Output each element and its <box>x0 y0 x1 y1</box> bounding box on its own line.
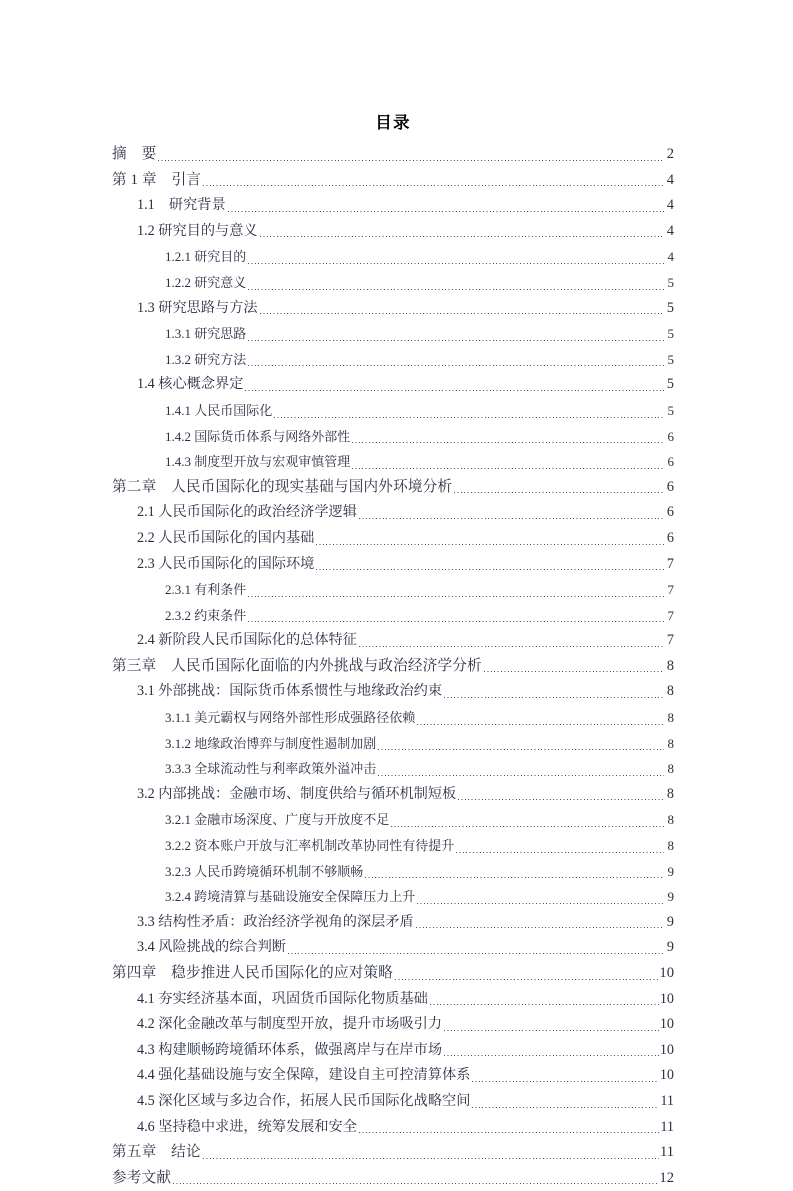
toc-entry-page-number: 6 <box>667 454 674 470</box>
toc-entry-label: 3.2.3 人民币跨境循环机制不够顺畅 <box>165 863 364 879</box>
toc-entry[interactable] <box>137 628 674 654</box>
toc-leader-dots <box>260 219 664 245</box>
toc-entry[interactable] <box>165 705 674 731</box>
toc-leader-dots <box>248 270 664 296</box>
toc-entry-page-number: 5 <box>666 299 674 316</box>
table-of-contents <box>112 112 674 1191</box>
toc-leader-dots <box>430 987 659 1013</box>
toc-entry-page-number: 6 <box>666 529 674 546</box>
toc-entry[interactable] <box>137 1012 674 1038</box>
toc-leader-dots <box>352 424 664 450</box>
toc-entry[interactable] <box>137 935 674 961</box>
toc-entry[interactable] <box>112 1166 674 1191</box>
toc-entry-label: 1.2 研究目的与意义 <box>137 222 258 239</box>
toc-entry-page-number: 9 <box>667 863 674 879</box>
toc-entry-page-number: 9 <box>666 913 674 930</box>
toc-entry[interactable] <box>137 500 674 526</box>
toc-leader-dots <box>359 500 664 526</box>
toc-leader-dots <box>248 603 664 629</box>
toc-entry[interactable] <box>112 1140 674 1166</box>
toc-entry[interactable] <box>112 654 674 680</box>
toc-entry[interactable] <box>137 296 674 322</box>
toc-entry-page-number: 4 <box>666 222 674 239</box>
toc-entry-page-number: 5 <box>667 402 674 418</box>
toc-entry-page-number: 4 <box>666 197 674 214</box>
toc-leader-dots <box>458 782 664 808</box>
toc-entry[interactable] <box>137 1089 674 1115</box>
toc-entry-label: 摘 要 <box>112 146 157 162</box>
toc-entry[interactable] <box>137 679 674 705</box>
toc-entry-page-number: 10 <box>659 990 674 1007</box>
toc-entry[interactable] <box>165 449 674 475</box>
toc-entry-page-number: 5 <box>667 274 674 290</box>
toc-entry-label: 1.3.1 研究思路 <box>165 326 247 342</box>
toc-entry[interactable] <box>165 398 674 424</box>
toc-entry-label: 第 1 章 引言 <box>112 171 202 188</box>
toc-leader-dots <box>248 321 664 347</box>
toc-entry-page-number: 8 <box>667 710 674 726</box>
toc-entry-page-number: 12 <box>659 1169 674 1186</box>
toc-entry-page-number: 8 <box>666 785 674 802</box>
toc-entry[interactable] <box>137 372 674 398</box>
toc-leader-dots <box>378 731 664 757</box>
toc-entry-page-number: 8 <box>666 657 674 674</box>
toc-leader-dots <box>274 398 664 424</box>
toc-entry-label: 2.3.1 有利条件 <box>165 582 247 598</box>
toc-entry-label: 4.5 深化区域与多边合作，拓展人民币国际化战略空间 <box>137 1092 471 1109</box>
toc-leader-dots <box>316 526 664 552</box>
toc-entry[interactable] <box>165 731 674 757</box>
toc-entry-label: 1.4.1 人民币国际化 <box>165 402 273 418</box>
toc-leader-dots <box>456 833 664 859</box>
toc-entry-page-number: 5 <box>667 326 674 342</box>
toc-leader-dots <box>203 168 664 194</box>
toc-entry[interactable] <box>137 1038 674 1064</box>
toc-leader-dots <box>158 142 664 168</box>
toc-leader-dots <box>444 679 664 705</box>
toc-entry[interactable] <box>137 782 674 808</box>
toc-entry-label: 第二章 人民币国际化的现实基础与国内外环境分析 <box>112 478 453 495</box>
toc-leader-dots <box>444 1038 659 1064</box>
toc-leader-dots <box>416 910 664 936</box>
toc-entry[interactable] <box>112 168 674 194</box>
toc-entry-page-number: 5 <box>667 351 674 367</box>
toc-entry-page-number: 11 <box>659 1144 674 1161</box>
toc-entry-page-number: 2 <box>666 146 674 162</box>
toc-entry[interactable] <box>137 1063 674 1089</box>
toc-entry-label: 4.1 夯实经济基本面，巩固货币国际化物质基础 <box>137 990 428 1007</box>
toc-entry[interactable] <box>112 961 674 987</box>
toc-entry[interactable] <box>165 884 674 910</box>
toc-entry-list <box>112 142 674 1191</box>
toc-entry-label: 4.6 坚持稳中求进，统筹发展和安全 <box>137 1118 357 1135</box>
toc-entry[interactable] <box>137 910 674 936</box>
toc-entry-page-number: 8 <box>666 683 674 700</box>
toc-entry-label: 3.2.2 资本账户开放与汇率机制改革协同性有待提升 <box>165 838 455 854</box>
toc-entry-label: 3.2.4 跨境清算与基础设施安全保障压力上升 <box>165 889 416 905</box>
toc-leader-dots <box>395 961 658 987</box>
toc-leader-dots <box>288 935 664 961</box>
toc-entry[interactable] <box>112 142 674 168</box>
toc-entry-page-number: 10 <box>659 965 674 981</box>
toc-entry-page-number: 10 <box>659 1041 674 1058</box>
toc-entry[interactable] <box>137 987 674 1013</box>
toc-entry-page-number: 11 <box>660 1092 674 1109</box>
toc-entry[interactable] <box>137 526 674 552</box>
toc-entry-page-number: 8 <box>667 812 674 828</box>
toc-leader-dots <box>248 244 664 270</box>
toc-entry[interactable] <box>165 859 674 885</box>
toc-entry-page-number: 9 <box>667 889 674 905</box>
toc-entry-label: 3.3.3 全球流动性与利率政策外溢冲击 <box>165 761 377 777</box>
toc-leader-dots <box>248 577 664 603</box>
toc-entry-label: 2.3 人民币国际化的国际环境 <box>137 555 315 572</box>
toc-entry-page-number: 6 <box>666 478 674 495</box>
toc-entry-label: 1.3 研究思路与方法 <box>137 299 258 316</box>
toc-entry[interactable] <box>165 244 674 270</box>
toc-entry[interactable] <box>165 577 674 603</box>
toc-entry-label: 1.4 核心概念界定 <box>137 376 244 393</box>
toc-entry-page-number: 11 <box>660 1118 674 1135</box>
toc-leader-dots <box>472 1063 658 1089</box>
toc-entry-page-number: 5 <box>666 376 674 393</box>
toc-leader-dots <box>359 628 664 654</box>
toc-entry[interactable] <box>137 219 674 245</box>
toc-entry-page-number: 8 <box>667 838 674 854</box>
toc-leader-dots <box>391 807 664 833</box>
toc-entry-page-number: 10 <box>659 1016 674 1033</box>
toc-entry-label: 1.1 研究背景 <box>137 197 226 214</box>
toc-leader-dots <box>245 372 664 398</box>
toc-entry-label: 1.2.2 研究意义 <box>165 274 247 290</box>
toc-leader-dots <box>203 1140 659 1166</box>
toc-entry[interactable] <box>165 321 674 347</box>
toc-entry-label: 第四章 稳步推进人民币国际化的应对策略 <box>112 965 394 981</box>
toc-entry-page-number: 7 <box>667 607 674 623</box>
toc-leader-dots <box>484 654 664 680</box>
toc-entry-label: 3.4 风险挑战的综合判断 <box>137 939 286 956</box>
page-title: 目录 <box>375 113 411 132</box>
toc-entry-page-number: 7 <box>667 582 674 598</box>
toc-entry-page-number: 9 <box>666 939 674 956</box>
toc-entry[interactable] <box>137 552 674 578</box>
toc-leader-dots <box>248 347 664 373</box>
toc-entry-label: 3.1.1 美元霸权与网络外部性形成强路径依赖 <box>165 710 416 726</box>
toc-entry-page-number: 6 <box>666 504 674 521</box>
toc-leader-dots <box>472 1089 659 1115</box>
toc-entry-label: 3.1.2 地缘政治博弈与制度性遏制加剧 <box>165 735 377 751</box>
toc-entry[interactable] <box>137 193 674 219</box>
toc-entry-label: 3.3 结构性矛盾：政治经济学视角的深层矛盾 <box>137 913 414 930</box>
toc-entry-label: 2.2 人民币国际化的国内基础 <box>137 529 315 546</box>
toc-leader-dots <box>228 193 664 219</box>
toc-entry-page-number: 6 <box>667 428 674 444</box>
toc-entry[interactable] <box>165 270 674 296</box>
toc-entry-label: 3.2.1 金融市场深度、广度与开放度不足 <box>165 812 390 828</box>
toc-leader-dots <box>173 1166 658 1191</box>
toc-leader-dots <box>316 552 664 578</box>
toc-leader-dots <box>444 1012 659 1038</box>
toc-entry[interactable] <box>112 475 674 501</box>
toc-entry-page-number: 10 <box>659 1067 674 1084</box>
toc-entry-page-number: 8 <box>667 761 674 777</box>
toc-entry[interactable] <box>165 807 674 833</box>
toc-entry-label: 2.3.2 约束条件 <box>165 607 247 623</box>
toc-entry[interactable] <box>165 833 674 859</box>
toc-entry-label: 1.4.3 制度型开放与宏观审慎管理 <box>165 454 351 470</box>
toc-leader-dots <box>417 884 664 910</box>
toc-entry-page-number: 7 <box>666 555 674 572</box>
toc-entry-label: 4.3 构建顺畅跨境循环体系，做强离岸与在岸市场 <box>137 1041 443 1058</box>
toc-entry[interactable] <box>165 756 674 782</box>
toc-leader-dots <box>352 449 664 475</box>
toc-leader-dots <box>260 296 664 322</box>
toc-entry-label: 参考文献 <box>112 1169 172 1186</box>
toc-entry-label: 1.4.2 国际货币体系与网络外部性 <box>165 428 351 444</box>
toc-entry-page-number: 4 <box>666 171 674 188</box>
toc-entry[interactable] <box>165 424 674 450</box>
toc-leader-dots <box>359 1115 659 1141</box>
toc-entry-label: 3.2 内部挑战：金融市场、制度供给与循环机制短板 <box>137 785 457 802</box>
toc-leader-dots <box>378 756 664 782</box>
toc-leader-dots <box>454 475 664 501</box>
toc-entry-label: 第三章 人民币国际化面临的内外挑战与政治经济学分析 <box>112 657 482 674</box>
toc-entry-label: 3.1 外部挑战：国际货币体系惯性与地缘政治约束 <box>137 683 443 700</box>
toc-entry-label: 4.2 深化金融改革与制度型开放，提升市场吸引力 <box>137 1016 443 1033</box>
toc-leader-dots <box>417 705 664 731</box>
toc-entry-label: 2.1 人民币国际化的政治经济学逻辑 <box>137 504 357 521</box>
toc-entry-page-number: 7 <box>666 632 674 649</box>
toc-entry-label: 4.4 强化基础设施与安全保障，建设自主可控清算体系 <box>137 1067 471 1084</box>
toc-entry[interactable] <box>165 347 674 373</box>
toc-entry-label: 2.4 新阶段人民币国际化的总体特征 <box>137 632 357 649</box>
toc-entry[interactable] <box>137 1115 674 1141</box>
toc-entry-page-number: 8 <box>667 735 674 751</box>
toc-entry-label: 1.3.2 研究方法 <box>165 351 247 367</box>
toc-entry[interactable] <box>165 603 674 629</box>
toc-entry-label: 1.2.1 研究目的 <box>165 249 247 265</box>
toc-entry-page-number: 4 <box>667 249 674 265</box>
toc-leader-dots <box>365 859 664 885</box>
toc-entry-label: 第五章 结论 <box>112 1144 201 1161</box>
